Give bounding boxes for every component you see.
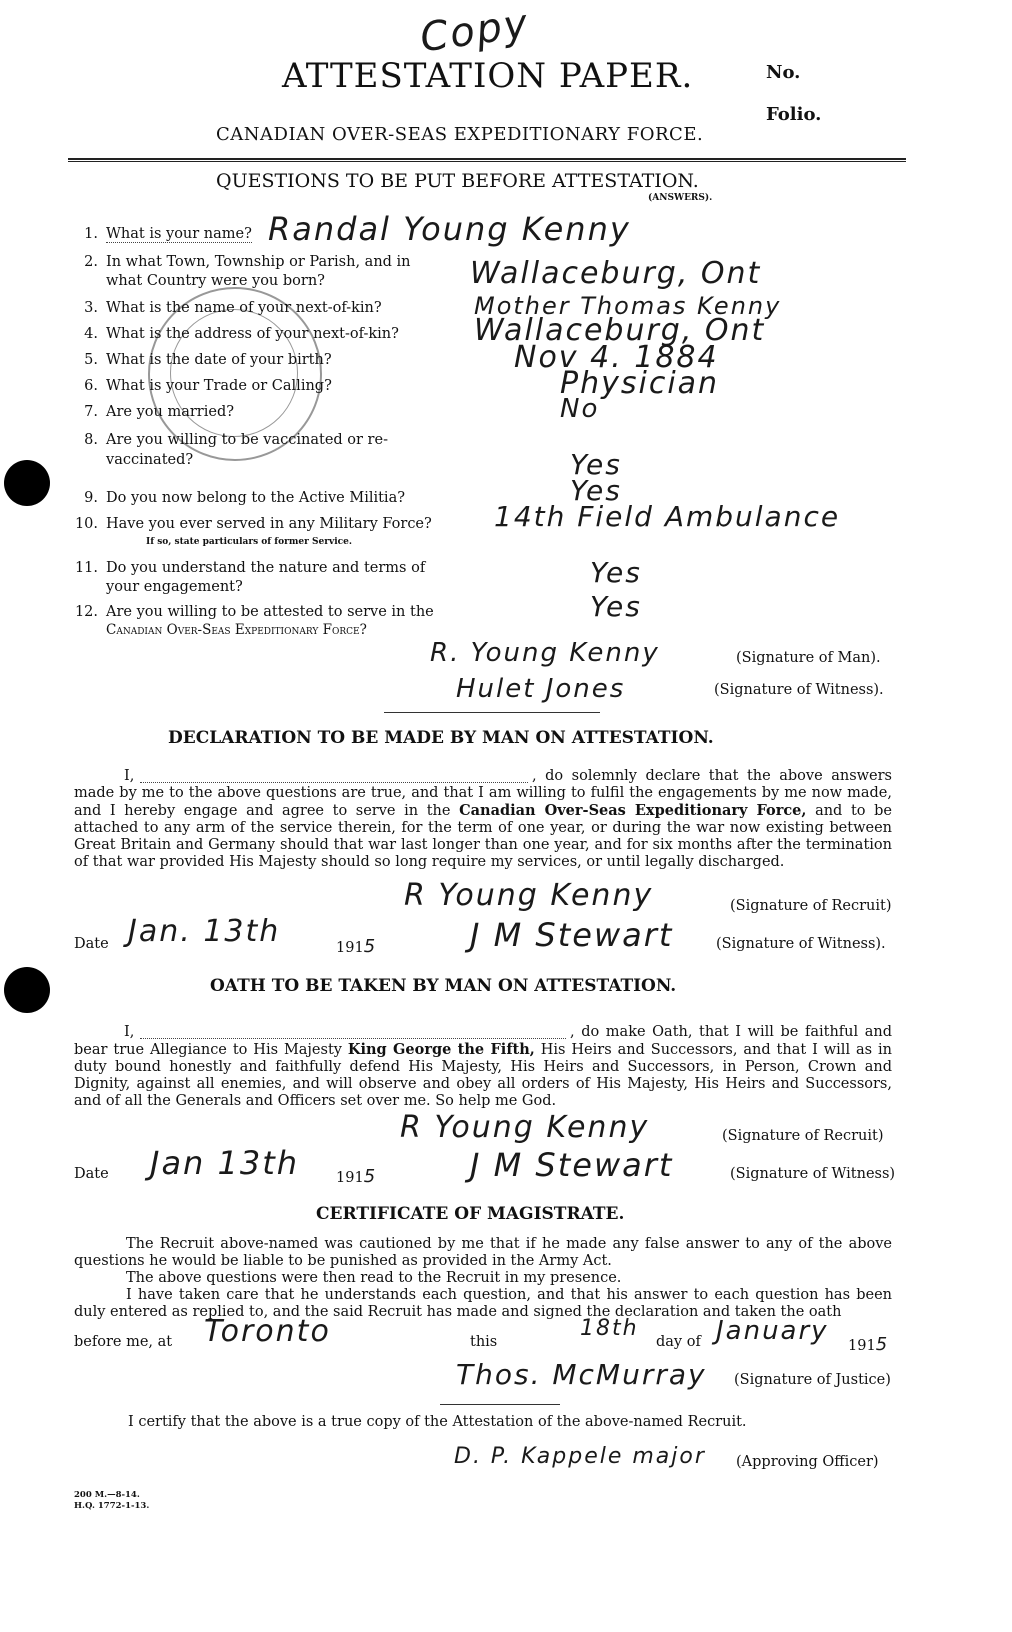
question-number: 7. — [84, 404, 98, 420]
copy-handwritten-mark: Copy — [417, 0, 533, 62]
question-text: Do you understand the nature and terms of — [106, 560, 426, 576]
certificate-year-digit: 5 — [875, 1334, 888, 1355]
declaration-heading: DECLARATION TO BE MADE BY MAN ON ATTESTATION. — [168, 728, 714, 748]
declaration-witness-signature-label: (Signature of Witness). — [716, 936, 886, 952]
oath-heading: OATH TO BE TAKEN BY MAN ON ATTESTATION. — [210, 976, 677, 996]
certificate-this-label: this — [470, 1334, 498, 1350]
declaration-witness-signature: J M Stewart — [470, 916, 674, 954]
header-rule — [68, 158, 906, 160]
oath-recruit-signature: R Young Kenny — [400, 1110, 650, 1145]
print-code-1: 200 M.—8-14. — [74, 1490, 140, 1500]
declaration-year — [336, 936, 375, 957]
answer-military-service: 14th Field Ambulance — [494, 500, 841, 533]
answer-trade: Physician — [560, 366, 720, 401]
justice-signature: Thos. McMurray — [456, 1358, 707, 1391]
oath-witness-signature: J M Stewart — [470, 1146, 674, 1184]
document-subtitle: CANADIAN OVER-SEAS EXPEDITIONARY FORCE. — [216, 124, 704, 145]
folio-label: Folio. — [766, 104, 822, 125]
certificate-before-label: before me, at — [74, 1334, 173, 1350]
punch-hole-bottom — [4, 967, 50, 1013]
answer-vaccinated: Yes — [570, 448, 622, 481]
oath-date: Jan 13th — [150, 1144, 300, 1182]
certificate-month: January — [716, 1316, 829, 1346]
oath-year-prefix: 191 — [336, 1170, 364, 1186]
answer-understand: Yes — [590, 556, 642, 589]
section-divider — [440, 1404, 560, 1405]
question-text-cont: what Country were you born? — [106, 273, 325, 289]
question-text: Are you willing to be attested to serve in the — [106, 604, 434, 620]
document-title: ATTESTATION PAPER. — [282, 56, 694, 96]
oath-text-start: , do make Oath, that I will be faithful and bear true Allegiance to His Majesty — [74, 1024, 892, 1058]
question-number: 6. — [84, 378, 98, 394]
certificate-paragraph-1: The Recruit above-named was cautioned by me that if he made any false answer to any of the above questions he would be liable to be punished as provided in the Army Act. — [74, 1236, 892, 1269]
question-number: 5. — [84, 352, 98, 368]
oath-year-digit: 5 — [363, 1166, 376, 1187]
question-number: 4. — [84, 326, 98, 342]
oath-text-end: His Heirs and Successors, and that I will as in duty bound honestly and faithfully defend His Majesty, His Heirs and Successors, in Person, Crown and Dignity, against all enemies, and will observe and obey all orders of His Majesty, His Heirs and Successors, and of all the Generals and Officers set over me. So help me God. — [74, 1042, 892, 1109]
certificate-place: Toronto — [204, 1314, 331, 1349]
oath-year — [336, 1166, 375, 1187]
question-text: Have you ever served in any Military Force? — [106, 516, 432, 532]
question-text: In what Town, Township or Parish, and in — [106, 254, 411, 270]
declaration-date: Jan. 13th — [128, 914, 281, 949]
man-signature: R. Young Kenny — [430, 638, 660, 668]
approving-officer-label: (Approving Officer) — [736, 1454, 879, 1470]
question-text: What is the name of your next-of-kin? — [106, 300, 382, 316]
declaration-text — [74, 768, 892, 871]
answer-married: No — [560, 394, 600, 424]
witness-signature-label: (Signature of Witness). — [714, 682, 884, 698]
oath-text — [74, 1024, 892, 1110]
question-text: Are you willing to be vaccinated or re- — [106, 432, 388, 448]
certify-text: I certify that the above is a true copy of the Attestation of the above-named Recruit. — [128, 1414, 747, 1430]
answer-birth-date: Nov 4. 1884 — [514, 340, 719, 375]
answers-label: (ANSWERS). — [648, 193, 713, 203]
certificate-day-of-label: day of — [656, 1334, 701, 1350]
punch-hole-top — [4, 460, 50, 506]
certificate-paragraph-3: I have taken care that he understands each question, and that his answer to each question has been duly entered as replied to, and the said Recruit has made and signed the declaration and taken the oath — [74, 1287, 892, 1320]
question-number: 3. — [84, 300, 98, 316]
declaration-text-end: and to be attached to any arm of the service therein, for the term of one year, or during the war now existing between Great Britain and Germany should that war last longer than one year, and for six months after the termination of that war provided His Majesty should so long require my services, or until legally discharged. — [74, 803, 893, 870]
question-text: What is the date of your birth? — [106, 352, 332, 368]
oath-king: King George the Fifth, — [347, 1041, 535, 1058]
declaration-year-digit: 5 — [363, 936, 376, 957]
question-number: 1. — [84, 226, 98, 242]
question-note: If so, state particulars of former Service. — [146, 537, 352, 547]
questions-heading: QUESTIONS TO BE PUT BEFORE ATTESTATION. — [216, 170, 699, 192]
certificate-year-prefix: 191 — [848, 1338, 876, 1354]
answer-name: Randal Young Kenny — [268, 210, 631, 248]
oath-date-label: Date — [74, 1166, 109, 1182]
question-text-cont: Canadian Over-Seas Expeditionary Force? — [106, 622, 367, 638]
number-label: No. — [766, 62, 801, 83]
declaration-force-name: Canadian Over-Seas Expeditionary Force, — [459, 802, 807, 819]
man-signature-label: (Signature of Man). — [736, 650, 881, 666]
witness-signature: Hulet Jones — [456, 674, 626, 704]
section-divider — [384, 712, 600, 713]
question-number: 10. — [74, 516, 98, 532]
print-code-2: H.Q. 1772-1-13. — [74, 1501, 150, 1511]
question-text: What is your name? — [106, 226, 252, 242]
oath-recruit-signature-label: (Signature of Recruit) — [722, 1128, 884, 1144]
answer-kin-address: Wallaceburg, Ont — [474, 313, 766, 348]
oath-i-label: I, — [124, 1024, 135, 1040]
question-text: Are you married? — [106, 404, 234, 420]
question-text-cont: vaccinated? — [106, 452, 194, 468]
answer-next-of-kin: Mother Thomas Kenny — [474, 292, 782, 320]
declaration-text-start: , do solemnly declare that the above answers made by me to the above questions are true, and that I am willing to fulfil the engagements by me now made, and I hereby engage and agree to serve in the — [74, 768, 892, 819]
certificate-heading: CERTIFICATE OF MAGISTRATE. — [316, 1204, 625, 1224]
answer-willing: Yes — [590, 590, 642, 623]
justice-signature-label: (Signature of Justice) — [734, 1372, 891, 1388]
question-number: 11. — [74, 560, 98, 576]
question-number: 9. — [84, 490, 98, 506]
certificate-day: 18th — [580, 1316, 639, 1341]
answer-birthplace: Wallaceburg, Ont — [470, 256, 762, 291]
question-text: What is your Trade or Calling? — [106, 378, 332, 394]
question-text: Do you now belong to the Active Militia? — [106, 490, 405, 506]
certificate-year — [848, 1334, 887, 1355]
certificate-paragraph-2: The above questions were then read to the Recruit in my presence. — [126, 1270, 622, 1286]
question-text: What is the address of your next-of-kin? — [106, 326, 399, 342]
declaration-recruit-signature-label: (Signature of Recruit) — [730, 898, 892, 914]
question-number: 2. — [84, 254, 98, 270]
approving-officer-signature: D. P. Kappele major — [454, 1444, 706, 1469]
declaration-recruit-signature: R Young Kenny — [404, 878, 654, 913]
answer-militia: Yes — [570, 474, 622, 507]
declaration-year-prefix: 191 — [336, 940, 364, 956]
declaration-date-label: Date — [74, 936, 109, 952]
header-rule-thin — [68, 161, 906, 162]
question-number: 8. — [84, 432, 98, 448]
oath-witness-signature-label: (Signature of Witness) — [730, 1166, 896, 1182]
declaration-i-label: I, — [124, 768, 135, 784]
question-text-cont: your engagement? — [106, 579, 243, 595]
question-number: 12. — [74, 604, 98, 620]
